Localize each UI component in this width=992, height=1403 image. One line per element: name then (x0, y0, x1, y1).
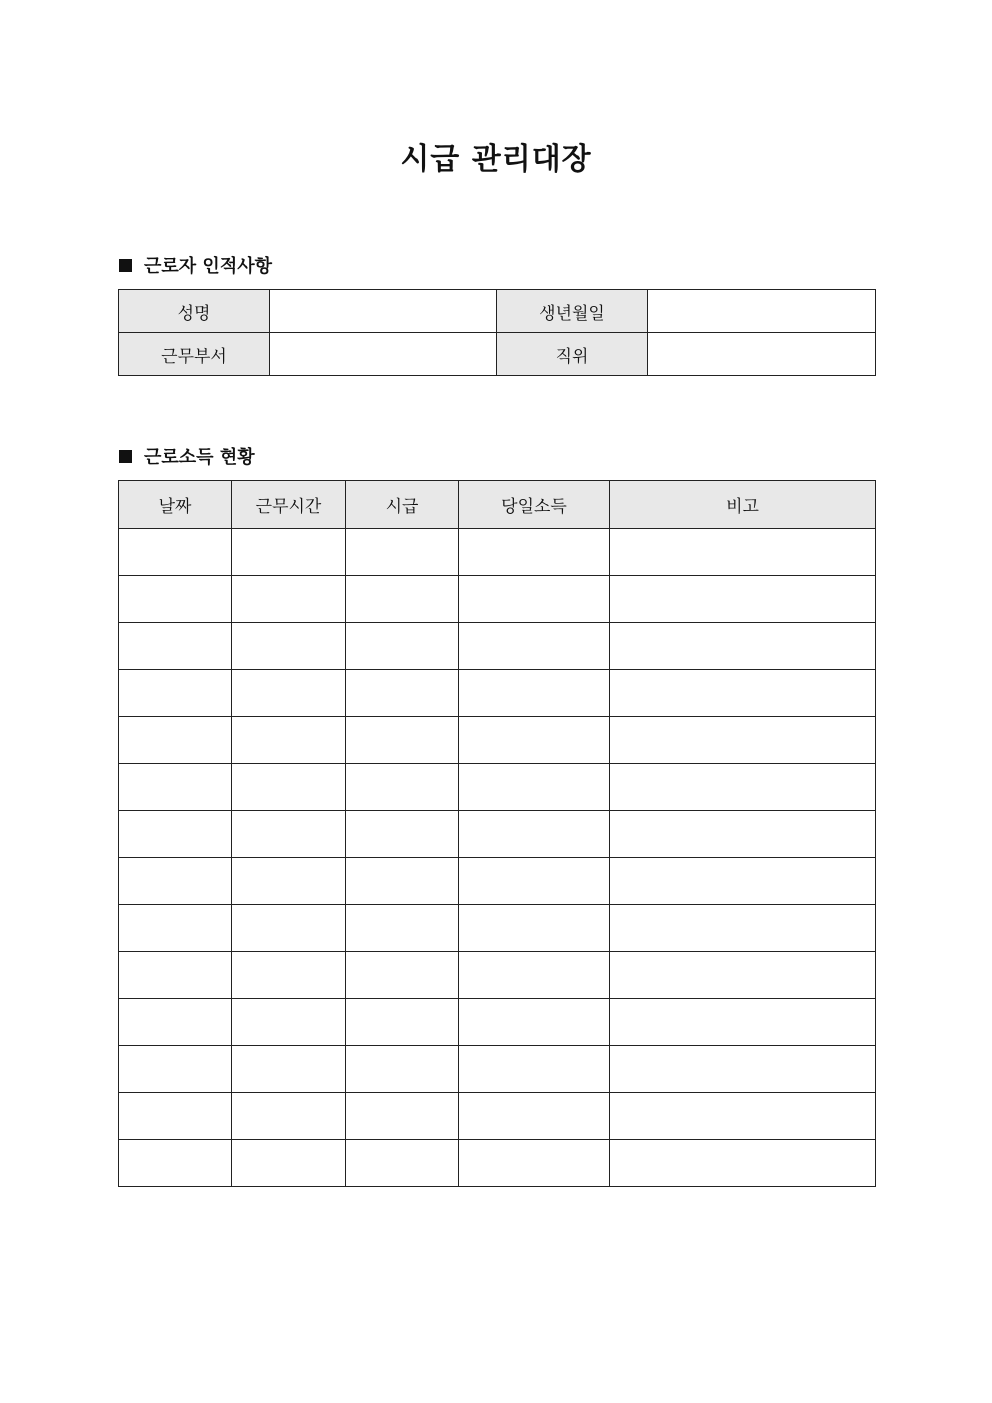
square-bullet-icon (119, 450, 132, 463)
table-row (119, 333, 876, 376)
hourly-wage-cell[interactable] (346, 1140, 459, 1187)
work-hours-cell[interactable] (232, 905, 346, 952)
daily-income-cell[interactable] (459, 576, 610, 623)
department-label: 근무부서 (119, 333, 270, 376)
daily-income-cell[interactable] (459, 905, 610, 952)
daily-income-cell[interactable] (459, 670, 610, 717)
work-hours-cell[interactable] (232, 1046, 346, 1093)
hourly-wage-cell[interactable] (346, 764, 459, 811)
hourly-wage-cell[interactable] (346, 905, 459, 952)
hourly-wage-cell[interactable] (346, 858, 459, 905)
hourly-wage-cell[interactable] (346, 1093, 459, 1140)
work-hours-cell[interactable] (232, 1140, 346, 1187)
remarks-cell[interactable] (610, 952, 876, 999)
page-title: 시급 관리대장 (400, 142, 592, 177)
section-heading-label: 근로소득 현황 (144, 447, 255, 468)
name-field[interactable] (270, 290, 497, 333)
remarks-cell[interactable] (610, 529, 876, 576)
position-field[interactable] (648, 333, 876, 376)
column-header-daily-income: 당일소득 (459, 481, 610, 529)
date-cell[interactable] (119, 811, 232, 858)
work-hours-cell[interactable] (232, 811, 346, 858)
hourly-wage-cell[interactable] (346, 999, 459, 1046)
hourly-wage-cell[interactable] (346, 576, 459, 623)
table-header-row (119, 481, 876, 529)
daily-income-cell[interactable] (459, 999, 610, 1046)
table-row (119, 1046, 876, 1093)
date-cell[interactable] (119, 952, 232, 999)
date-cell[interactable] (119, 1046, 232, 1093)
date-cell[interactable] (119, 623, 232, 670)
table-row (119, 1140, 876, 1187)
remarks-cell[interactable] (610, 764, 876, 811)
daily-income-cell[interactable] (459, 717, 610, 764)
hourly-wage-cell[interactable] (346, 952, 459, 999)
date-cell[interactable] (119, 1093, 232, 1140)
remarks-cell[interactable] (610, 623, 876, 670)
daily-income-cell[interactable] (459, 623, 610, 670)
table-row (119, 811, 876, 858)
hourly-wage-cell[interactable] (346, 1046, 459, 1093)
remarks-cell[interactable] (610, 811, 876, 858)
table-row (119, 529, 876, 576)
date-cell[interactable] (119, 717, 232, 764)
daily-income-cell[interactable] (459, 1140, 610, 1187)
work-hours-cell[interactable] (232, 576, 346, 623)
remarks-cell[interactable] (610, 717, 876, 764)
remarks-cell[interactable] (610, 1140, 876, 1187)
table-row (119, 576, 876, 623)
hourly-wage-cell[interactable] (346, 670, 459, 717)
work-hours-cell[interactable] (232, 717, 346, 764)
daily-income-cell[interactable] (459, 764, 610, 811)
hourly-wage-cell[interactable] (346, 529, 459, 576)
date-cell[interactable] (119, 576, 232, 623)
remarks-cell[interactable] (610, 1093, 876, 1140)
date-cell[interactable] (119, 858, 232, 905)
date-cell[interactable] (119, 764, 232, 811)
table-row (119, 905, 876, 952)
birthdate-field[interactable] (648, 290, 876, 333)
date-cell[interactable] (119, 1140, 232, 1187)
table-row (119, 858, 876, 905)
daily-income-cell[interactable] (459, 858, 610, 905)
work-hours-cell[interactable] (232, 623, 346, 670)
work-hours-cell[interactable] (232, 999, 346, 1046)
remarks-cell[interactable] (610, 670, 876, 717)
date-cell[interactable] (119, 999, 232, 1046)
name-label: 성명 (119, 290, 270, 333)
hourly-wage-cell[interactable] (346, 811, 459, 858)
daily-income-cell[interactable] (459, 1046, 610, 1093)
remarks-cell[interactable] (610, 576, 876, 623)
work-hours-cell[interactable] (232, 952, 346, 999)
department-field[interactable] (270, 333, 497, 376)
date-cell[interactable] (119, 670, 232, 717)
table-row (119, 623, 876, 670)
remarks-cell[interactable] (610, 999, 876, 1046)
daily-income-cell[interactable] (459, 811, 610, 858)
daily-income-cell[interactable] (459, 529, 610, 576)
work-hours-cell[interactable] (232, 670, 346, 717)
daily-income-cell[interactable] (459, 1093, 610, 1140)
work-hours-cell[interactable] (232, 1093, 346, 1140)
table-row (119, 764, 876, 811)
square-bullet-icon (119, 259, 132, 272)
column-header-hourly-wage: 시급 (346, 481, 459, 529)
section-heading-income (119, 443, 255, 469)
table-row (119, 1093, 876, 1140)
table-row (119, 670, 876, 717)
section-heading-worker-info (119, 252, 272, 278)
section-heading-label: 근로자 인적사항 (144, 256, 272, 277)
table-row (119, 952, 876, 999)
table-row (119, 290, 876, 333)
date-cell[interactable] (119, 905, 232, 952)
daily-income-cell[interactable] (459, 952, 610, 999)
remarks-cell[interactable] (610, 1046, 876, 1093)
column-header-remarks: 비고 (610, 481, 876, 529)
remarks-cell[interactable] (610, 905, 876, 952)
position-label: 직위 (497, 333, 648, 376)
table-row (119, 999, 876, 1046)
work-hours-cell[interactable] (232, 529, 346, 576)
work-hours-cell[interactable] (232, 764, 346, 811)
column-header-date: 날짜 (119, 481, 232, 529)
birthdate-label: 생년월일 (497, 290, 648, 333)
date-cell[interactable] (119, 529, 232, 576)
hourly-wage-cell[interactable] (346, 717, 459, 764)
income-table (118, 480, 876, 1187)
remarks-cell[interactable] (610, 858, 876, 905)
column-header-work-hours: 근무시간 (232, 481, 346, 529)
table-row (119, 717, 876, 764)
work-hours-cell[interactable] (232, 858, 346, 905)
hourly-wage-cell[interactable] (346, 623, 459, 670)
worker-info-table (118, 289, 876, 376)
